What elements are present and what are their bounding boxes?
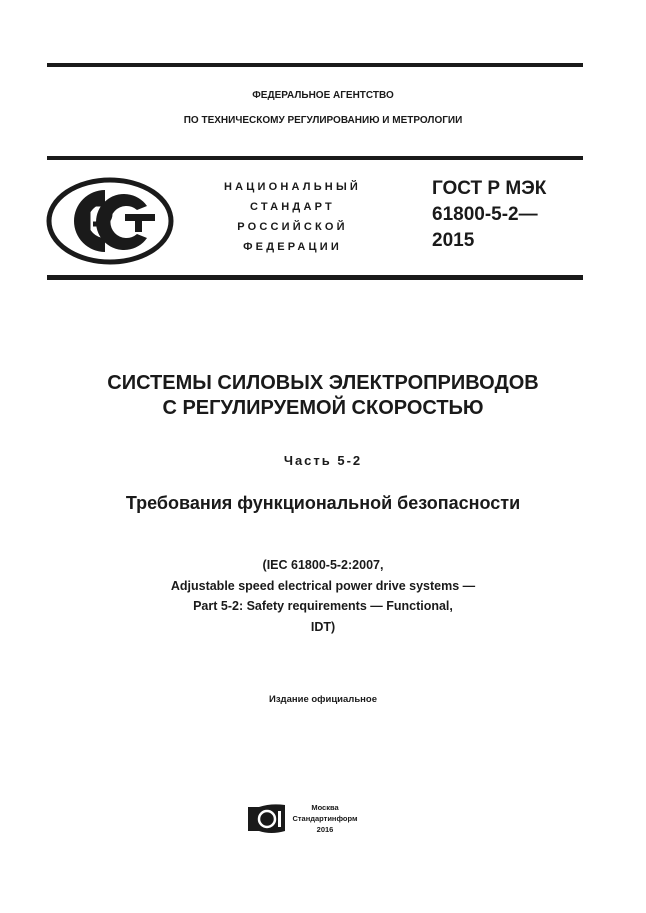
top-rule (47, 63, 583, 67)
designation-line: ГОСТ Р МЭК (432, 178, 547, 199)
iec-line: Adjustable speed electrical power drive systems — (170, 578, 476, 593)
header-rule (47, 156, 583, 160)
document-title (0, 371, 646, 421)
part-number: Часть 5-2 (283, 453, 363, 468)
standard-type-line: ФЕДЕРАЦИИ (243, 241, 342, 253)
iec-reference (0, 555, 646, 637)
standard-type-line: НАЦИОНАЛЬНЫЙ (223, 181, 362, 193)
gost-r-logo-icon (45, 176, 175, 266)
designation (432, 176, 546, 254)
title-line: С РЕГУЛИРУЕМОЙ СКОРОСТЬЮ (162, 397, 484, 419)
standard-type-line: СТАНДАРТ (250, 201, 335, 213)
iec-line: (IEC 61800-5-2:2007, (262, 558, 384, 572)
publisher-year: 2016 (316, 825, 334, 834)
iec-line: Part 5-2: Safety requirements — Functional, (193, 599, 453, 613)
standard-type (200, 177, 385, 257)
designation-line: 2015 (432, 230, 475, 251)
agency-line2: ПО ТЕХНИЧЕСКОМУ РЕГУЛИРОВАНИЮ И МЕТРОЛОГИИ (183, 115, 463, 126)
standartinform-logo-icon (247, 803, 287, 835)
subtitle: Требования функциональной безопасности (125, 493, 521, 513)
publisher (290, 802, 360, 835)
title-line: СИСТЕМЫ СИЛОВЫХ ЭЛЕКТРОПРИВОДОВ (107, 372, 539, 394)
designation-line: 61800-5-2— (432, 204, 538, 225)
edition-note: Издание официальное (269, 694, 377, 705)
standard-type-line: РОССИЙСКОЙ (237, 221, 348, 233)
publisher-city: Москва (311, 803, 339, 812)
iec-line: IDT) (310, 619, 336, 634)
publisher-name: Стандартинформ (292, 814, 358, 823)
agency-line1: ФЕДЕРАЛЬНОЕ АГЕНТСТВО (252, 90, 394, 101)
bottom-header-rule (47, 275, 583, 280)
